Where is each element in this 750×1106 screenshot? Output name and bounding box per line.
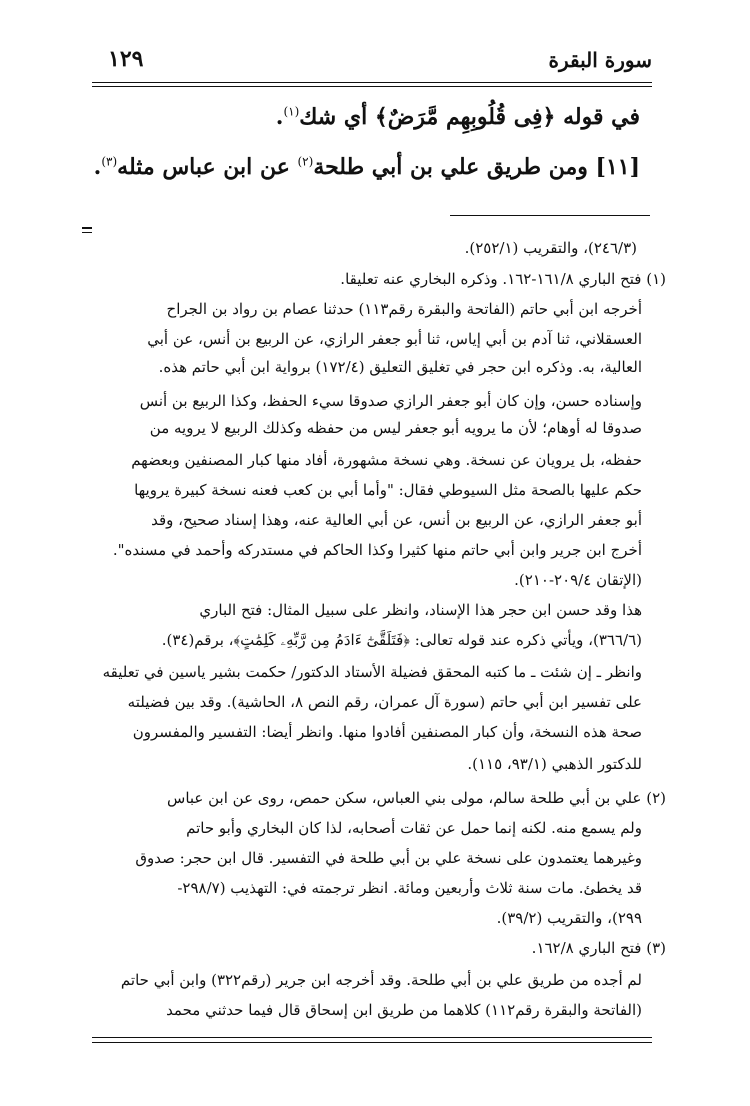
footnote-line: قد يخطئ. مات سنة ثلاث وأربعين ومائة. انظر ترجمته في: التهذيب (٢٩٨/٧- xyxy=(177,879,642,897)
surah-title: سورة البقرة xyxy=(548,48,652,72)
page-number: ١٢٩ xyxy=(108,46,144,72)
footnote-line: وانظر ـ إن شئت ـ ما كتبه المحقق فضيلة الأستاد الدكتور/ حكمت بشير ياسين في تعليقه xyxy=(102,663,642,681)
footnote-ref-3[interactable]: (٣) xyxy=(101,154,118,169)
main-text-end: . xyxy=(275,104,284,130)
main-text-line-2 xyxy=(94,154,640,180)
main-text: عن ابن عباس مثله xyxy=(117,154,298,180)
main-text-line-1 xyxy=(276,104,640,130)
footnote-line: (٢) علي بن أبي طلحة سالم، مولى بني العباس، سكن حمص، روى عن ابن عباس xyxy=(167,789,666,807)
footnote-line: (١) فتح الباري ١٦١/٨-١٦٢. وذكره البخاري عنه تعليقا. xyxy=(340,270,666,288)
margin-mark xyxy=(82,227,92,229)
footnote-line: حكم عليها بالصحة مثل السيوطي فقال: "وأما أبي بن كعب فعنه نسخة كبيرة يرويها xyxy=(134,481,642,499)
footnote-line: (الفاتحة والبقرة رقم١١٢) كلاهما من طريق ابن إسحاق قال فيما حدثني محمد xyxy=(166,1001,642,1019)
margin-mark-thin xyxy=(82,232,92,233)
footnote-line: أبو جعفر الرازي، عن الربيع بن أنس، عن أبي العالية عنه، وهذا إسناد صحيح، وقد xyxy=(151,511,642,529)
footnote-line: ولم يسمع منه. لكنه إنما حمل عن ثقات أصحابه، لذا كان البخاري وأبو حاتم xyxy=(186,819,642,837)
footnote-line: للدكتور الذهبي (٩٣/١، ١١٥). xyxy=(467,755,642,773)
header-rule-thin xyxy=(92,86,652,87)
footnote-ref-1[interactable]: (١) xyxy=(283,104,300,119)
footnote-line: هذا وقد حسن ابن حجر هذا الإسناد، وانظر على سبيل المثال: فتح الباري xyxy=(199,601,642,619)
header-rule xyxy=(92,82,652,83)
footnote-line: ٢٩٩)، والتقريب (٣٩/٢). xyxy=(496,909,642,927)
footnote-line: على تفسير ابن أبي حاتم (سورة آل عمران، رقم النص ٨، الحاشية). وقد بين فضيلته xyxy=(127,693,642,711)
footnote-line: صدوقا له أوهام؛ لأن ما يرويه أبو جعفر ليس من حفظه وكذلك الربيع لا يرويه من xyxy=(149,419,642,437)
footnote-line: حفظه، بل يرويان عن نسخة. وهي نسخة مشهورة، أفاد منها كبار المصنفين وبعضهم xyxy=(131,451,642,469)
footnote-line: أخرج ابن جرير وابن أبي حاتم منها كثيرا وكذا الحاكم في مستدركه وأحمد في مسنده". xyxy=(112,541,642,559)
footnote-line: وإسناده حسن، وإن كان أبو جعفر الرازي صدوقا سيء الحفظ، وكذا الربيع بن أنس xyxy=(139,392,642,410)
footnote-line: صحة هذه النسخة، وأن كبار المصنفين أفادوا منها. وانظر أيضا: التفسير والمفسرون xyxy=(132,723,642,741)
page-header xyxy=(92,46,652,82)
footnote-line: لم أجده من طريق علي بن أبي طلحة. وقد أخرجه ابن جرير (رقم٣٢٢) وابن أبي حاتم xyxy=(120,971,642,989)
main-text: [١١] ومن طريق علي بن أبي طلحة xyxy=(313,154,640,180)
footnote-ref-2[interactable]: (٢) xyxy=(297,154,314,169)
footnote-line: أخرجه ابن أبي حاتم (الفاتحة والبقرة رقم١١٣) حدثنا عصام بن رواد بن الجراح xyxy=(166,300,642,318)
footnote-line: وغيرهما يعتمدون على نسخة علي بن أبي طلحة في التفسير. قال ابن حجر: صدوق xyxy=(135,849,642,867)
footnote-line: (الإتقان ٢٠٩/٤-٢١٠). xyxy=(514,571,642,589)
footnote-separator xyxy=(450,215,650,216)
footnote-line: العسقلاني، ثنا آدم بن أبي إياس، ثنا أبو جعفر الرازي، عن الربيع بن أنس، عن أبي xyxy=(147,330,642,348)
main-text-end: . xyxy=(93,154,102,180)
footer-rule-thin xyxy=(92,1042,652,1043)
footnote-line: (٣) فتح الباري ١٦٢/٨. xyxy=(531,939,666,957)
main-text: في قوله ﴿فِى قُلُوبِهِم مَّرَضٌ﴾ أي شك xyxy=(299,104,640,130)
footnote-line: (٢٤٦/٣)، والتقريب (٢٥٢/١). xyxy=(464,239,637,257)
footer-rule xyxy=(92,1037,652,1038)
footnote-line: (٣٦٦/٦)، ويأتي ذكره عند قوله تعالى: ﴿فَتَلَقَّىٰٓ ءَادَمُ مِن رَّبِّهِۦ كَلِمَٰتٍ﴾، برقم(٣٤). xyxy=(161,631,642,649)
footnote-line: العالية، به. وذكره ابن حجر في تغليق التعليق (١٧٢/٤) برواية ابن أبي حاتم هذه. xyxy=(158,358,642,376)
